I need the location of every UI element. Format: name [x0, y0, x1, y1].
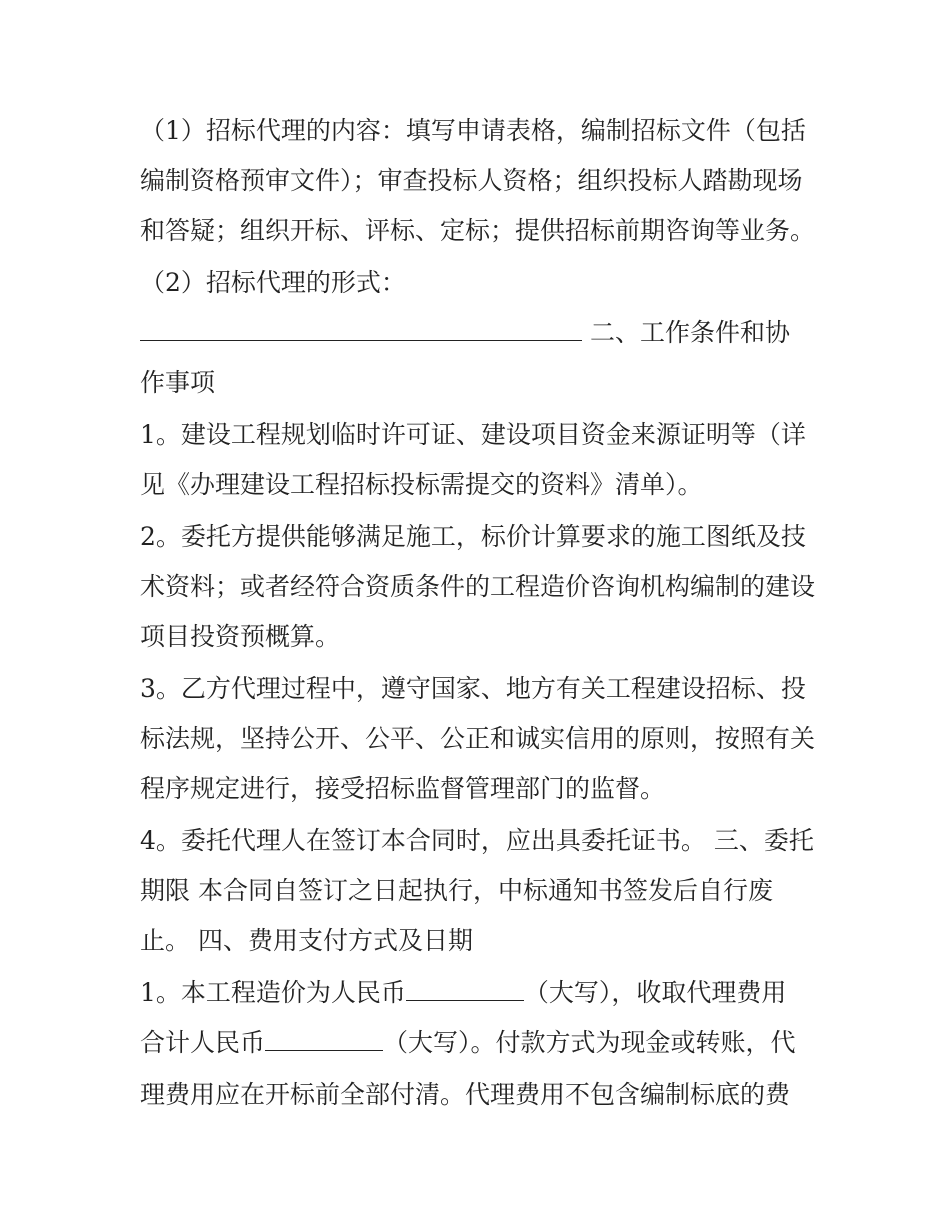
- text-line-17: 止。 四、费用支付方式及日期: [140, 926, 473, 955]
- text-line-16: 期限 本合同自签订之日起执行，中标通知书签发后自行废: [140, 876, 773, 905]
- text-line-12: 3。乙方代理过程中，遵守国家、地方有关工程建设招标、投: [140, 674, 806, 703]
- text-line-8: 见《办理建设工程招标投标需提交的资料》清单）。: [140, 470, 703, 499]
- project-cost-label: 1。本工程造价为人民币: [140, 978, 406, 1007]
- text-line-2: 编制资格预审文件）；审查投标人资格；组织投标人踏勘现场: [140, 166, 803, 195]
- fill-blank-total-fee: [265, 1026, 383, 1051]
- text-line-18: [140, 976, 786, 1010]
- agency-fee-label: （大写），收取代理费用: [523, 978, 787, 1007]
- fill-blank-form: [140, 316, 582, 341]
- fill-blank-project-cost: [406, 976, 524, 1001]
- text-line-3: 和答疑；组织开标、评标、定标；提供招标前期咨询等业务。: [140, 216, 816, 245]
- text-line-13: 标法规，坚持公开、公平、公正和诚实信用的原则，按照有关: [140, 724, 816, 753]
- text-line-15: 4。委托代理人在签订本合同时，应出具委托证书。 三、委托: [140, 826, 814, 855]
- text-line-11: 项目投资预概算。: [140, 622, 341, 651]
- text-line-14: 程序规定进行，接受招标监督管理部门的监督。: [140, 774, 666, 803]
- text-line-6: 作事项: [140, 368, 216, 397]
- text-line-10: 术资料；或者经符合资质条件的工程造价咨询机构编制的建设: [140, 572, 816, 601]
- total-fee-label: 合计人民币: [140, 1028, 266, 1057]
- text-line-20: 理费用应在开标前全部付清。代理费用不包含编制标底的费: [140, 1080, 791, 1109]
- text-line-7: 1。建设工程规划临时许可证、建设项目资金来源证明等（详: [140, 420, 806, 449]
- text-line-4: （2）招标代理的形式：: [140, 268, 406, 297]
- payment-method-text: （大写）。付款方式为现金或转账，代: [383, 1028, 796, 1057]
- section-heading-work-conditions: 二、工作条件和协: [582, 318, 790, 347]
- text-line-19: [140, 1026, 796, 1060]
- text-line-5: [140, 316, 790, 350]
- text-line-1: （1）招标代理的内容：填写申请表格，编制招标文件（包括: [140, 116, 806, 145]
- text-line-9: 2。委托方提供能够满足施工，标价计算要求的施工图纸及技: [140, 522, 806, 551]
